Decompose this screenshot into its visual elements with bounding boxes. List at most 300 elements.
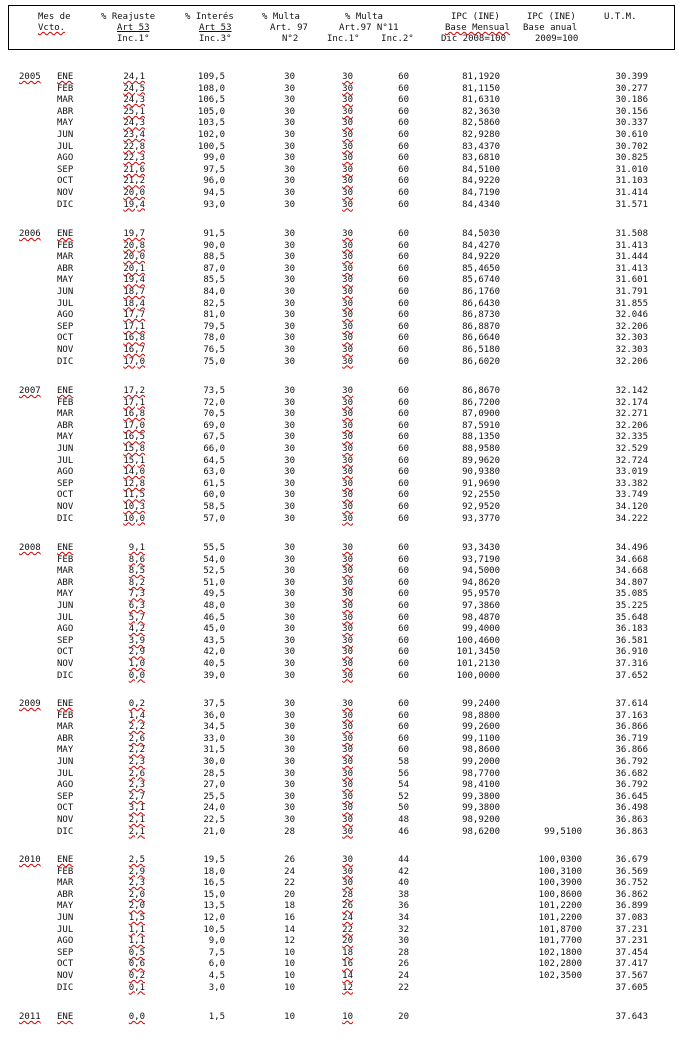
cell-ipc-mensual: 84,7190 bbox=[462, 188, 500, 198]
cell-reajuste: 0,1 bbox=[128, 982, 145, 993]
table-row bbox=[0, 165, 687, 176]
cell-utm: 32.206 bbox=[615, 321, 648, 332]
cell-multa-97-2: 30 bbox=[284, 432, 295, 443]
cell-multa-inc1: 22 bbox=[342, 924, 353, 935]
cell-multa-inc2: 60 bbox=[398, 188, 409, 198]
header-line: Art.97 N°11 bbox=[339, 23, 399, 33]
cell-multa-inc2: 28 bbox=[398, 947, 409, 958]
cell-multa-inc2: 60 bbox=[398, 310, 409, 321]
cell-multa-inc1: 30 bbox=[342, 432, 353, 443]
cell-reajuste: 14,0 bbox=[123, 467, 145, 478]
table-row bbox=[0, 322, 687, 333]
cell-reajuste: 16,7 bbox=[123, 345, 145, 355]
cell-multa-97-2: 30 bbox=[284, 543, 295, 553]
cell-multa-inc2: 60 bbox=[398, 106, 409, 117]
cell-multa-inc1: 30 bbox=[342, 118, 353, 129]
cell-mes: FEB bbox=[57, 83, 74, 94]
cell-multa-inc1: 30 bbox=[342, 153, 353, 164]
table-row bbox=[0, 241, 687, 252]
cell-multa-inc2: 60 bbox=[398, 722, 409, 733]
table-row bbox=[0, 252, 687, 263]
cell-multa-inc1: 28 bbox=[342, 889, 353, 900]
cell-utm: 31.791 bbox=[615, 287, 648, 297]
cell-multa-inc2: 58 bbox=[398, 757, 409, 767]
table-row bbox=[0, 467, 687, 478]
cell-utm: 35.225 bbox=[615, 601, 648, 611]
cell-reajuste: 16,8 bbox=[123, 333, 145, 344]
cell-interes: 64,5 bbox=[203, 455, 225, 466]
cell-reajuste: 2,6 bbox=[128, 768, 145, 779]
cell-multa-97-2: 30 bbox=[284, 670, 295, 681]
cell-multa-97-2: 30 bbox=[284, 118, 295, 129]
cell-reajuste: 19,4 bbox=[123, 199, 145, 210]
cell-interes: 94,5 bbox=[203, 188, 225, 198]
cell-mes: DIC bbox=[57, 356, 74, 367]
table-row bbox=[0, 925, 687, 936]
cell-utm: 36.863 bbox=[615, 815, 648, 825]
cell-multa-97-2: 30 bbox=[284, 188, 295, 198]
cell-utm: 37.316 bbox=[615, 659, 648, 669]
table-row bbox=[0, 72, 687, 83]
cell-multa-inc2: 60 bbox=[398, 199, 409, 210]
cell-multa-97-2: 30 bbox=[284, 106, 295, 117]
cell-ipc-mensual: 91,9690 bbox=[462, 478, 500, 489]
cell-reajuste: 17,0 bbox=[123, 420, 145, 431]
cell-multa-inc2: 60 bbox=[398, 356, 409, 367]
cell-multa-inc2: 54 bbox=[398, 780, 409, 791]
table-row bbox=[0, 913, 687, 924]
cell-ipc-mensual: 100,4600 bbox=[456, 635, 500, 646]
cell-ipc-mensual: 89,9620 bbox=[462, 455, 500, 466]
cell-multa-97-2: 30 bbox=[284, 275, 295, 286]
cell-mes: JUN bbox=[57, 757, 74, 767]
cell-multa-inc1: 30 bbox=[342, 397, 353, 408]
cell-ipc-anual: 102,2800 bbox=[538, 959, 582, 970]
table-row bbox=[0, 153, 687, 164]
cell-utm: 36.899 bbox=[615, 901, 648, 912]
cell-interes: 99,0 bbox=[203, 153, 225, 164]
table-row bbox=[0, 543, 687, 554]
cell-multa-inc1: 30 bbox=[342, 722, 353, 733]
cell-reajuste: 16,5 bbox=[123, 432, 145, 443]
table-row bbox=[0, 745, 687, 756]
cell-reajuste: 17,1 bbox=[123, 397, 145, 408]
cell-multa-inc1: 30 bbox=[342, 356, 353, 367]
cell-mes: DIC bbox=[57, 826, 74, 837]
cell-multa-97-2: 30 bbox=[284, 722, 295, 733]
cell-interes: 30,0 bbox=[203, 757, 225, 767]
cell-multa-inc2: 40 bbox=[398, 878, 409, 889]
cell-multa-inc2: 60 bbox=[398, 543, 409, 553]
cell-multa-97-2: 12 bbox=[284, 936, 295, 947]
cell-multa-97-2: 10 bbox=[284, 947, 295, 958]
cell-reajuste: 3,1 bbox=[128, 803, 145, 814]
cell-multa-97-2: 30 bbox=[284, 566, 295, 577]
table-row bbox=[0, 142, 687, 153]
cell-multa-97-2: 30 bbox=[284, 601, 295, 611]
cell-interes: 100,5 bbox=[197, 141, 225, 152]
cell-mes: AGO bbox=[57, 936, 74, 947]
cell-ipc-mensual: 98,8600 bbox=[462, 745, 500, 756]
cell-ipc-mensual: 86,5180 bbox=[462, 345, 500, 355]
cell-interes: 13,5 bbox=[203, 901, 225, 912]
cell-multa-inc1: 30 bbox=[342, 321, 353, 332]
cell-mes: MAR bbox=[57, 722, 74, 733]
cell-multa-inc2: 60 bbox=[398, 141, 409, 152]
cell-interes: 51,0 bbox=[203, 577, 225, 588]
cell-multa-inc2: 60 bbox=[398, 240, 409, 251]
cell-year: 2007 bbox=[19, 386, 41, 396]
cell-multa-inc2: 60 bbox=[398, 72, 409, 82]
cell-multa-inc2: 22 bbox=[398, 982, 409, 993]
cell-ipc-mensual: 82,3630 bbox=[462, 106, 500, 117]
cell-multa-97-2: 30 bbox=[284, 409, 295, 420]
cell-interes: 21,0 bbox=[203, 826, 225, 837]
cell-mes: MAR bbox=[57, 566, 74, 577]
cell-multa-97-2: 20 bbox=[284, 889, 295, 900]
cell-utm: 36.792 bbox=[615, 780, 648, 791]
cell-interes: 3,0 bbox=[208, 982, 225, 993]
cell-mes: SEP bbox=[57, 947, 74, 958]
cell-mes: ENE bbox=[57, 386, 74, 396]
cell-interes: 9,0 bbox=[208, 936, 225, 947]
cell-multa-inc2: 60 bbox=[398, 229, 409, 239]
cell-multa-inc1: 30 bbox=[342, 72, 353, 82]
cell-multa-inc2: 60 bbox=[398, 647, 409, 658]
cell-multa-inc2: 60 bbox=[398, 321, 409, 332]
header-line: 2009=100 bbox=[535, 34, 579, 44]
cell-mes: JUN bbox=[57, 913, 74, 923]
cell-multa-inc2: 42 bbox=[398, 866, 409, 877]
cell-multa-97-2: 30 bbox=[284, 647, 295, 658]
cell-mes: AGO bbox=[57, 624, 74, 635]
cell-ipc-mensual: 99,3800 bbox=[462, 791, 500, 802]
cell-year: 2009 bbox=[19, 699, 41, 709]
table-row bbox=[0, 699, 687, 710]
cell-interes: 106,5 bbox=[197, 95, 225, 106]
cell-reajuste: 20,1 bbox=[123, 263, 145, 274]
cell-multa-inc1: 14 bbox=[342, 971, 353, 981]
cell-multa-inc2: 60 bbox=[398, 710, 409, 721]
cell-multa-inc2: 60 bbox=[398, 670, 409, 681]
cell-utm: 34.120 bbox=[615, 502, 648, 512]
cell-ipc-mensual: 98,9200 bbox=[462, 815, 500, 825]
cell-multa-97-2: 30 bbox=[284, 164, 295, 175]
cell-utm: 36.792 bbox=[615, 757, 648, 767]
cell-multa-inc2: 60 bbox=[398, 153, 409, 164]
header-line: % Multa bbox=[345, 12, 383, 22]
cell-interes: 19,5 bbox=[203, 855, 225, 865]
cell-multa-inc2: 26 bbox=[398, 959, 409, 970]
cell-multa-inc1: 30 bbox=[342, 164, 353, 175]
cell-utm: 36.866 bbox=[615, 722, 648, 733]
cell-multa-97-2: 30 bbox=[284, 791, 295, 802]
cell-multa-inc2: 30 bbox=[398, 936, 409, 947]
cell-multa-inc1: 30 bbox=[342, 298, 353, 309]
cell-mes: SEP bbox=[57, 478, 74, 489]
cell-multa-inc2: 60 bbox=[398, 397, 409, 408]
cell-multa-97-2: 30 bbox=[284, 624, 295, 635]
cell-ipc-mensual: 86,8670 bbox=[462, 386, 500, 396]
cell-mes: JUL bbox=[57, 455, 74, 466]
table-row bbox=[0, 983, 687, 994]
cell-multa-97-2: 24 bbox=[284, 866, 295, 877]
table-row bbox=[0, 264, 687, 275]
cell-multa-inc1: 30 bbox=[342, 188, 353, 198]
cell-utm: 34.807 bbox=[615, 577, 648, 588]
cell-mes: OCT bbox=[57, 959, 74, 970]
cell-multa-inc1: 30 bbox=[342, 601, 353, 611]
cell-multa-97-2: 30 bbox=[284, 502, 295, 512]
header-line: Base anual bbox=[523, 23, 578, 33]
cell-multa-inc1: 30 bbox=[342, 589, 353, 600]
cell-reajuste: 20,0 bbox=[123, 252, 145, 263]
cell-multa-inc1: 30 bbox=[342, 710, 353, 721]
cell-mes: ENE bbox=[57, 229, 74, 239]
cell-utm: 32.303 bbox=[615, 345, 648, 355]
cell-multa-inc2: 60 bbox=[398, 444, 409, 454]
cell-interes: 27,0 bbox=[203, 780, 225, 791]
cell-multa-inc2: 60 bbox=[398, 455, 409, 466]
cell-interes: 39,0 bbox=[203, 670, 225, 681]
cell-interes: 97,5 bbox=[203, 164, 225, 175]
cell-mes: JUN bbox=[57, 601, 74, 611]
cell-reajuste: 21,6 bbox=[123, 164, 145, 175]
cell-mes: MAY bbox=[57, 118, 74, 129]
cell-mes: ABR bbox=[57, 889, 74, 900]
cell-interes: 66,0 bbox=[203, 444, 225, 454]
table-row bbox=[0, 890, 687, 901]
cell-multa-inc2: 60 bbox=[398, 699, 409, 709]
cell-mes: OCT bbox=[57, 490, 74, 501]
cell-interes: 7,5 bbox=[208, 947, 225, 958]
header-line: Inc.1° Inc.2° bbox=[327, 34, 414, 44]
cell-multa-97-2: 30 bbox=[284, 768, 295, 779]
cell-utm: 37.454 bbox=[615, 947, 648, 958]
table-row bbox=[0, 589, 687, 600]
cell-multa-inc1: 30 bbox=[342, 141, 353, 152]
cell-utm: 31.103 bbox=[615, 176, 648, 187]
cell-mes: NOV bbox=[57, 345, 74, 355]
cell-multa-inc2: 60 bbox=[398, 554, 409, 565]
cell-multa-inc1: 24 bbox=[342, 913, 353, 923]
cell-mes: OCT bbox=[57, 803, 74, 814]
cell-reajuste: 0,5 bbox=[128, 947, 145, 958]
cell-reajuste: 17,1 bbox=[123, 321, 145, 332]
cell-multa-97-2: 30 bbox=[284, 577, 295, 588]
cell-mes: SEP bbox=[57, 321, 74, 332]
table-row bbox=[0, 647, 687, 658]
cell-multa-97-2: 30 bbox=[284, 345, 295, 355]
cell-ipc-anual: 101,2200 bbox=[538, 901, 582, 912]
cell-reajuste: 2,1 bbox=[128, 826, 145, 837]
cell-interes: 67,5 bbox=[203, 432, 225, 443]
cell-utm: 32.335 bbox=[615, 432, 648, 443]
cell-ipc-mensual: 86,8730 bbox=[462, 310, 500, 321]
table-row bbox=[0, 357, 687, 368]
cell-multa-97-2: 30 bbox=[284, 659, 295, 669]
cell-multa-inc1: 30 bbox=[342, 577, 353, 588]
cell-multa-97-2: 30 bbox=[284, 252, 295, 263]
cell-year: 2005 bbox=[19, 72, 41, 82]
cell-multa-97-2: 16 bbox=[284, 913, 295, 923]
cell-multa-inc1: 30 bbox=[342, 745, 353, 756]
cell-multa-inc2: 60 bbox=[398, 490, 409, 501]
cell-interes: 16,5 bbox=[203, 878, 225, 889]
cell-interes: 76,5 bbox=[203, 345, 225, 355]
cell-multa-97-2: 30 bbox=[284, 745, 295, 756]
cell-interes: 52,5 bbox=[203, 566, 225, 577]
cell-utm: 31.413 bbox=[615, 240, 648, 251]
table-row bbox=[0, 130, 687, 141]
table-row bbox=[0, 444, 687, 455]
cell-multa-inc2: 60 bbox=[398, 420, 409, 431]
cell-interes: 60,0 bbox=[203, 490, 225, 501]
cell-mes: MAY bbox=[57, 901, 74, 912]
cell-multa-97-2: 30 bbox=[284, 199, 295, 210]
cell-multa-inc1: 30 bbox=[342, 444, 353, 454]
cell-interes: 58,5 bbox=[203, 502, 225, 512]
cell-mes: JUL bbox=[57, 298, 74, 309]
cell-multa-97-2: 30 bbox=[284, 310, 295, 321]
cell-multa-inc2: 50 bbox=[398, 803, 409, 814]
cell-ipc-mensual: 86,6640 bbox=[462, 333, 500, 344]
cell-utm: 34.222 bbox=[615, 513, 648, 524]
cell-multa-inc1: 30 bbox=[342, 612, 353, 623]
cell-multa-97-2: 30 bbox=[284, 83, 295, 94]
cell-multa-97-2: 30 bbox=[284, 72, 295, 82]
cell-multa-97-2: 30 bbox=[284, 240, 295, 251]
cell-utm: 31.855 bbox=[615, 298, 648, 309]
cell-interes: 72,0 bbox=[203, 397, 225, 408]
cell-interes: 43,5 bbox=[203, 635, 225, 646]
cell-multa-inc2: 60 bbox=[398, 577, 409, 588]
cell-multa-inc1: 30 bbox=[342, 455, 353, 466]
cell-utm: 31.414 bbox=[615, 188, 648, 198]
cell-ipc-mensual: 86,8870 bbox=[462, 321, 500, 332]
cell-multa-97-2: 10 bbox=[284, 971, 295, 981]
header-line: % Reajuste bbox=[101, 12, 156, 22]
cell-reajuste: 1,5 bbox=[128, 913, 145, 923]
cell-utm: 36.679 bbox=[615, 855, 648, 865]
cell-multa-inc2: 32 bbox=[398, 924, 409, 935]
cell-multa-inc1: 30 bbox=[342, 345, 353, 355]
cell-ipc-anual: 101,7700 bbox=[538, 936, 582, 947]
cell-reajuste: 16,8 bbox=[123, 409, 145, 420]
cell-utm: 31.601 bbox=[615, 275, 648, 286]
header-line: % Multa bbox=[262, 12, 300, 22]
table-row bbox=[0, 299, 687, 310]
cell-mes: SEP bbox=[57, 635, 74, 646]
cell-multa-inc1: 30 bbox=[342, 275, 353, 286]
cell-multa-inc1: 30 bbox=[342, 878, 353, 889]
cell-multa-inc2: 60 bbox=[398, 263, 409, 274]
cell-multa-inc1: 30 bbox=[342, 635, 353, 646]
table-row bbox=[0, 855, 687, 866]
table-row bbox=[0, 671, 687, 682]
cell-reajuste: 8,6 bbox=[128, 554, 145, 565]
cell-reajuste: 15,1 bbox=[123, 455, 145, 466]
cell-reajuste: 17,0 bbox=[123, 356, 145, 367]
cell-multa-97-2: 30 bbox=[284, 176, 295, 187]
table-row bbox=[0, 959, 687, 970]
cell-ipc-mensual: 86,1760 bbox=[462, 287, 500, 297]
cell-mes: ABR bbox=[57, 263, 74, 274]
cell-reajuste: 22,8 bbox=[123, 141, 145, 152]
cell-mes: AGO bbox=[57, 780, 74, 791]
cell-multa-inc2: 60 bbox=[398, 83, 409, 94]
cell-multa-inc1: 30 bbox=[342, 130, 353, 140]
cell-multa-97-2: 30 bbox=[284, 333, 295, 344]
cell-utm: 32.303 bbox=[615, 333, 648, 344]
table-row bbox=[0, 386, 687, 397]
cell-reajuste: 25,1 bbox=[123, 106, 145, 117]
cell-ipc-mensual: 82,5860 bbox=[462, 118, 500, 129]
cell-mes: MAR bbox=[57, 409, 74, 420]
cell-interes: 84,0 bbox=[203, 287, 225, 297]
cell-multa-inc1: 16 bbox=[342, 959, 353, 970]
table-row bbox=[0, 948, 687, 959]
cell-interes: 49,5 bbox=[203, 589, 225, 600]
cell-multa-97-2: 30 bbox=[284, 815, 295, 825]
cell-interes: 79,5 bbox=[203, 321, 225, 332]
cell-mes: DIC bbox=[57, 513, 74, 524]
table-row bbox=[0, 479, 687, 490]
cell-reajuste: 24,5 bbox=[123, 83, 145, 94]
cell-mes: ENE bbox=[57, 1012, 74, 1022]
cell-utm: 37.231 bbox=[615, 924, 648, 935]
cell-multa-97-2: 30 bbox=[284, 397, 295, 408]
header-line: N°2 bbox=[282, 34, 299, 44]
cell-mes: MAY bbox=[57, 745, 74, 756]
cell-utm: 33.019 bbox=[615, 467, 648, 478]
table-row bbox=[0, 398, 687, 409]
cell-mes: ENE bbox=[57, 699, 74, 709]
cell-reajuste: 2,6 bbox=[128, 733, 145, 744]
cell-multa-inc1: 30 bbox=[342, 176, 353, 187]
cell-utm: 37.614 bbox=[615, 699, 648, 709]
cell-interes: 75,0 bbox=[203, 356, 225, 367]
cell-multa-97-2: 30 bbox=[284, 229, 295, 239]
cell-mes: JUL bbox=[57, 768, 74, 779]
cell-utm: 32.174 bbox=[615, 397, 648, 408]
cell-ipc-mensual: 101,3450 bbox=[456, 647, 500, 658]
cell-multa-97-2: 30 bbox=[284, 803, 295, 814]
cell-mes: SEP bbox=[57, 164, 74, 175]
cell-ipc-mensual: 100,0000 bbox=[456, 670, 500, 681]
cell-ipc-mensual: 99,3800 bbox=[462, 803, 500, 814]
cell-multa-97-2: 10 bbox=[284, 982, 295, 993]
cell-utm: 37.605 bbox=[615, 982, 648, 993]
cell-multa-97-2: 30 bbox=[284, 356, 295, 367]
cell-multa-inc1: 30 bbox=[342, 106, 353, 117]
cell-multa-inc2: 60 bbox=[398, 252, 409, 263]
cell-multa-inc1: 30 bbox=[342, 791, 353, 802]
cell-reajuste: 8,2 bbox=[128, 577, 145, 588]
cell-ipc-mensual: 84,9220 bbox=[462, 176, 500, 187]
table-row bbox=[0, 803, 687, 814]
cell-utm: 35.648 bbox=[615, 612, 648, 623]
cell-utm: 37.083 bbox=[615, 913, 648, 923]
cell-interes: 91,5 bbox=[203, 229, 225, 239]
table-row bbox=[0, 711, 687, 722]
cell-ipc-anual: 101,2200 bbox=[538, 913, 582, 923]
cell-ipc-mensual: 98,4870 bbox=[462, 612, 500, 623]
cell-utm: 36.863 bbox=[615, 826, 648, 837]
cell-ipc-mensual: 81,6310 bbox=[462, 95, 500, 106]
cell-ipc-mensual: 99,2600 bbox=[462, 722, 500, 733]
cell-mes: FEB bbox=[57, 240, 74, 251]
